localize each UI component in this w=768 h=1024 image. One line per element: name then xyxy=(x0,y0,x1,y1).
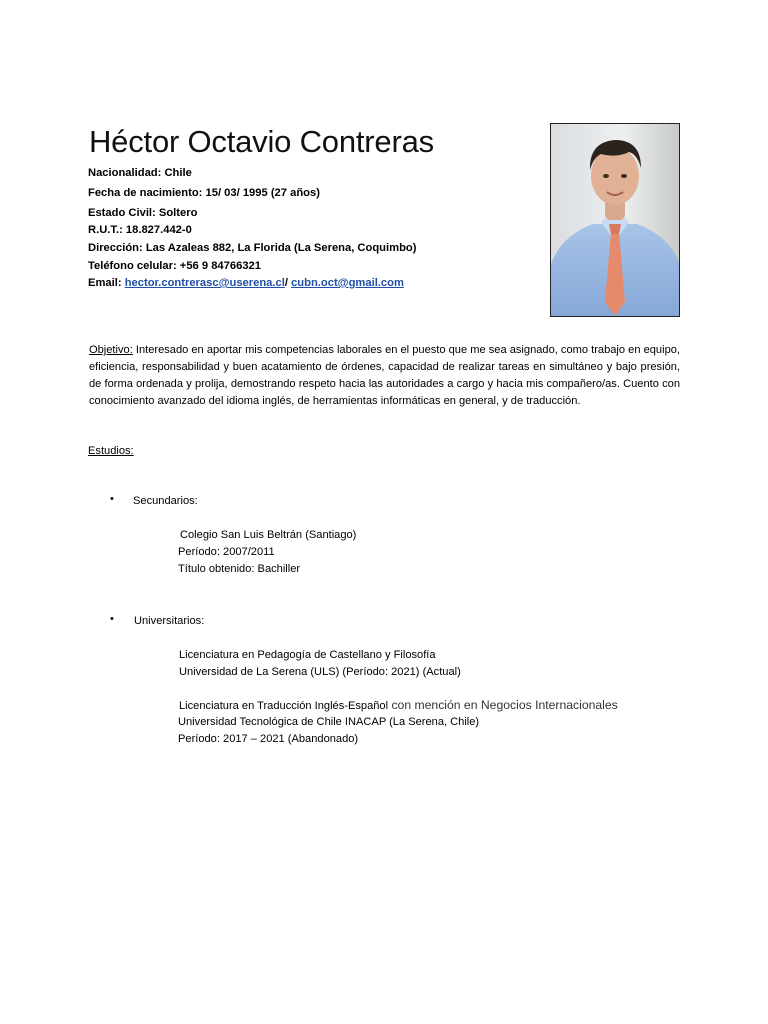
bullet-secondary: • xyxy=(110,493,114,505)
degree-2-mention: con mención en Negocios Internacionales xyxy=(388,698,618,712)
email-separator: / xyxy=(284,277,292,289)
university-2: Universidad Tecnológica de Chile INACAP (La Serena, Chile) xyxy=(178,716,480,728)
degree-1: Licenciatura en Pedagogía de Castellano y Filosofía xyxy=(179,649,436,661)
phone: Teléfono celular: +56 9 84766321 xyxy=(88,260,261,272)
nationality: Nacionalidad: Chile xyxy=(88,167,192,179)
bullet-university: • xyxy=(110,613,114,625)
secondary-title: Título obtenido: Bachiller xyxy=(178,563,301,575)
address: Dirección: Las Azaleas 882, La Florida (La Serena, Coquimbo) xyxy=(88,242,417,254)
secondary-period: Período: 2007/2011 xyxy=(178,546,275,558)
university-2-period: Período: 2017 – 2021 (Abandonado) xyxy=(178,733,359,745)
university-1: Universidad de La Serena (ULS) (Período: 2021) (Actual) xyxy=(179,666,461,678)
marital-status: Estado Civil: Soltero xyxy=(88,207,198,219)
email-link-userena[interactable]: hector.contrerasc@userena.cl xyxy=(124,277,285,289)
profile-photo xyxy=(550,123,680,317)
birth-date: Fecha de nacimiento: 15/ 03/ 1995 (27 años) xyxy=(88,187,320,199)
degree-2 xyxy=(179,697,618,715)
university-label: Universitarios: xyxy=(134,615,205,627)
degree-2-name: Licenciatura en Traducción Inglés-Español xyxy=(179,700,389,712)
candidate-name: Héctor Octavio Contreras xyxy=(89,124,434,159)
objective-label: Objetivo: xyxy=(89,344,133,356)
email-link-gmail[interactable]: cubn.oct@gmail.com xyxy=(291,277,404,289)
secondary-label: Secundarios: xyxy=(133,495,198,507)
email-label: Email: xyxy=(88,277,125,289)
objective-paragraph xyxy=(89,342,680,410)
email-line xyxy=(88,275,404,292)
objective-text: Interesado en aportar mis competencias laborales en el puesto que me sea asignado, como trabajo en equipo, eficiencia, responsabilidad y buen acatamiento de órdenes, capacidad de realizar tareas en simultáneo y bajo presión, de forma ordenada y prolija, demostrando respeto hacia las autoridades a cargo y hacia mis compañero/as. Cuento con conocimiento avanzado del idioma inglés, de herramientas informáticas en general, y de traducción. xyxy=(89,344,680,407)
studies-heading: Estudios: xyxy=(88,445,134,457)
secondary-school: Colegio San Luis Beltrán (Santiago) xyxy=(180,529,357,541)
rut: R.U.T.: 18.827.442-0 xyxy=(88,224,192,236)
